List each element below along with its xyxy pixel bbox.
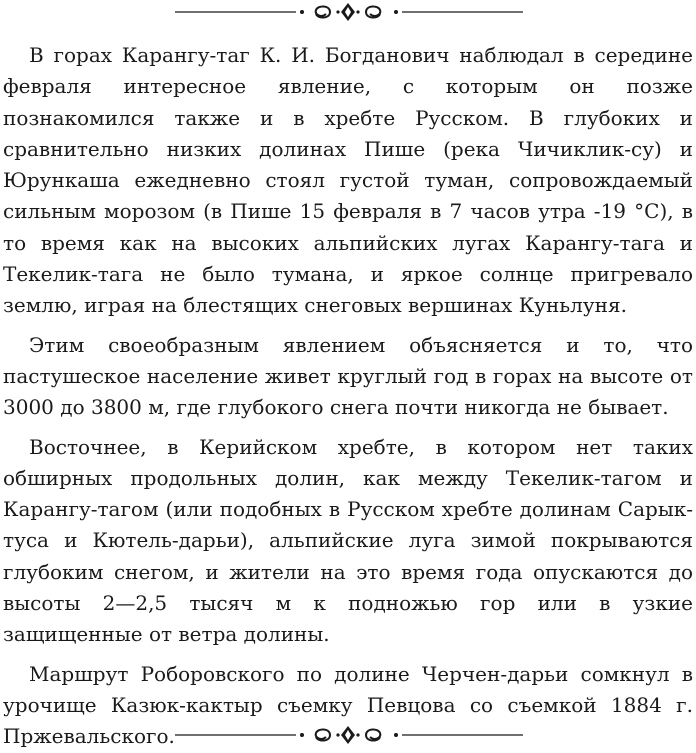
paragraph-3: Восточнее, в Керийском хребте, в котором нет таких обширных продольных долин, как между Текелик-тагом и Карангу-тагом (или подобных в Русском хребте долинам Сарык-туса и Кютель-дарьи), альпийские луга зимой покрываются глубоким снегом, и жители на это время года опускаются до высоты 2—2,5 тысяч м к подножью гор или в узкие защищенные от ветра долины. <box>3 434 693 647</box>
body-text <box>3 40 693 753</box>
paragraph-4: Маршрут Роборовского по долине Черчен-дарьи сомкнул в урочище Казюк-кактыр съемку Певцова со съемкой 1884 г. Пржевальского. <box>3 661 693 749</box>
paragraph-1: В горах Карангу-таг К. И. Богданович наблюдал в середине февраля интересное явление, с которым он позже познакомился также и в хребте Русском. В глубоких и сравнительно низких долинах Пише (река Чичиклик-су) и Юрункаша ежедневно стоял густой туман, сопровождаемый сильным морозом (в Пише 15 февраля в 7 часов утра -19 °С), в то время как на высоких альпийских лугах Карангу-тага и Текелик-тага не было тумана, и яркое солнце пригревало землю, играя на блестящих снеговых вершинах Куньлуня. <box>3 43 693 318</box>
top-ornament <box>0 0 696 24</box>
paragraph-2: Этим своеобразным явлением объясняется и то, что пастушеское население живет круглый год в горах на высоте от 3000 до 3800 м, где глубокого снега почти никогда не бывает. <box>3 332 693 420</box>
bottom-ornament <box>0 723 696 747</box>
